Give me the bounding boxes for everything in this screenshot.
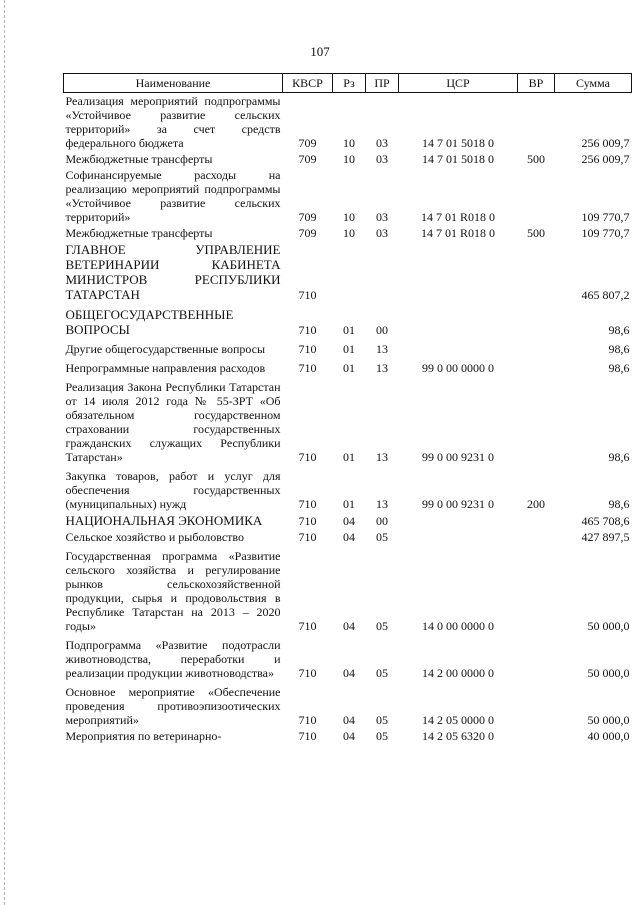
row-kvsr: 710 [298,514,317,528]
row-vr [518,545,555,634]
row-pr: 05 [376,729,388,743]
header-sum: Сумма [555,74,632,93]
row-rz: 04 [343,666,355,680]
row-name: Сельское хозяйство и рыболовство [65,530,245,544]
row-csr: 14 2 05 0000 0 [422,713,494,727]
table-row [64,545,632,634]
row-pr: 00 [376,323,388,337]
row-vr: 200 [527,497,545,511]
row-kvsr: 710 [298,361,317,375]
row-kvsr: 710 [298,497,317,511]
row-csr [399,303,518,338]
row-kvsr: 710 [298,713,317,727]
row-csr: 14 7 01 5018 0 [422,152,494,166]
row-pr: 13 [376,361,388,375]
row-name: Государственная программа «Развитие сельского хозяйства и регулирование рынков сельскохозяйственной продукции, сырья и продовольствия в Республике Татарстан на 2013 – 2020 годы» [65,549,281,633]
row-vr [518,728,555,744]
row-name: Подпрограмма «Развитие подотрасли животноводства, переработки и реализации продукции животноводства» [65,638,281,680]
row-name: Непрограммные направления расходов [65,361,266,375]
row-sum: 50 000,0 [587,619,630,633]
row-sum: 50 000,0 [587,713,630,727]
row-rz: 01 [343,361,355,375]
row-name: Другие общегосударственные вопросы [65,342,266,356]
row-pr: 05 [376,713,388,727]
table-row [64,151,632,167]
row-vr [518,681,555,728]
page-number: 107 [310,44,330,59]
row-sum: 50 000,0 [587,666,630,680]
row-pr [366,241,399,303]
header-csr: ЦСР [399,74,518,93]
row-kvsr: 710 [298,342,317,356]
row-rz: 04 [343,530,355,544]
table-row [64,303,632,338]
table-row [64,357,632,376]
row-kvsr: 709 [298,210,317,224]
row-vr: 500 [527,226,545,240]
row-name: Межбюджетные трансферты [65,226,213,240]
row-kvsr: 710 [298,288,317,302]
row-vr [518,376,555,465]
row-pr: 03 [376,226,388,240]
row-csr: 14 7 01 R018 0 [420,226,495,240]
row-kvsr: 710 [298,530,317,544]
row-kvsr: 710 [298,619,317,633]
row-csr: 14 7 01 5018 0 [422,136,494,150]
row-rz [333,241,366,303]
row-rz: 04 [343,619,355,633]
row-rz: 10 [343,152,355,166]
table-row [64,241,632,303]
row-rz: 10 [343,136,355,150]
table-row [64,512,632,529]
row-sum: 40 000,0 [587,729,630,743]
row-kvsr: 709 [298,226,317,240]
table-row [64,225,632,241]
row-csr: 14 2 00 0000 0 [422,666,494,680]
row-pr: 03 [376,210,388,224]
header-pr: ПР [366,74,399,93]
row-sum: 98,6 [608,361,630,375]
row-csr [399,241,518,303]
budget-table [63,73,632,744]
table-header-row [64,74,632,93]
row-csr: 99 0 00 0000 0 [422,361,494,375]
row-vr [518,303,555,338]
row-vr [518,93,555,152]
row-kvsr: 710 [298,450,317,464]
row-csr: 14 7 01 R018 0 [420,210,495,224]
row-rz: 04 [343,729,355,743]
row-pr: 13 [376,342,388,356]
row-pr: 03 [376,136,388,150]
row-sum: 98,6 [608,342,630,356]
row-pr: 00 [376,514,388,528]
row-vr [518,357,555,376]
row-vr [518,241,555,303]
row-pr: 13 [376,497,388,511]
row-name: ГЛАВНОЕ УПРАВЛЕНИЕ ВЕТЕРИНАРИИ КАБИНЕТА МИНИСТРОВ РЕСПУБЛИКИ ТАТАРСТАН [65,242,281,302]
header-kvsr: КВСР [283,74,333,93]
row-sum: 256 009,7 [581,136,630,150]
row-csr: 14 0 00 0000 0 [422,619,494,633]
row-vr [518,512,555,529]
row-rz: 01 [343,450,355,464]
row-pr: 03 [376,152,388,166]
row-name: Закупка товаров, работ и услуг для обеспечения государственных (муниципальных) нужд [65,469,281,511]
row-csr: 99 0 00 9231 0 [422,450,494,464]
page-edge-line [4,0,5,905]
row-sum: 98,6 [608,497,630,511]
row-sum: 465 807,2 [581,288,630,302]
table-row [64,634,632,681]
row-kvsr: 710 [298,729,317,743]
row-csr: 14 2 05 6320 0 [422,729,494,743]
row-vr [518,529,555,545]
row-pr: 13 [376,450,388,464]
row-kvsr: 710 [298,666,317,680]
table-row [64,338,632,357]
row-name: Реализация мероприятий подпрограммы «Устойчивое развитие сельских территорий» за счет средств федерального бюджета [65,94,281,150]
row-name: Межбюджетные трансферты [65,152,213,166]
row-sum: 256 009,7 [581,152,630,166]
row-pr: 05 [376,619,388,633]
header-rz: Рз [333,74,366,93]
row-sum: 98,6 [608,323,630,337]
row-name: НАЦИОНАЛЬНАЯ ЭКОНОМИКА [65,513,263,528]
row-vr [518,634,555,681]
table-row [64,93,632,152]
row-vr [518,167,555,225]
row-sum: 465 708,6 [581,514,630,528]
row-rz: 10 [343,226,355,240]
row-csr [399,338,518,357]
row-sum: 427 897,5 [581,530,630,544]
row-kvsr: 709 [298,152,317,166]
row-pr: 05 [376,530,388,544]
header-name: Наименование [64,74,283,93]
row-sum: 109 770,7 [581,226,630,240]
row-csr: 99 0 00 9231 0 [422,497,494,511]
row-rz: 01 [343,323,355,337]
row-csr [399,512,518,529]
row-sum: 98,6 [608,450,630,464]
table-row [64,529,632,545]
table-row [64,167,632,225]
table-row [64,465,632,512]
table-row [64,728,632,744]
row-csr [399,529,518,545]
row-name: Основное мероприятие «Обеспечение проведения противоэпизоотических мероприятий» [65,685,281,727]
row-rz: 04 [343,713,355,727]
row-name: Реализация Закона Республики Татарстан от 14 июля 2012 года № 55-ЗРТ «Об обязательном государственном страховании государственных гражданских служащих Республики Татарстан» [65,380,281,464]
row-vr [518,338,555,357]
row-name: Софинансируемые расходы на реализацию мероприятий подпрограммы «Устойчивое развитие сельских территорий» [65,168,281,224]
row-rz: 01 [343,497,355,511]
row-rz: 04 [343,514,355,528]
row-name: ОБЩЕГОСУДАРСТВЕННЫЕ ВОПРОСЫ [65,307,234,337]
row-name: Мероприятия по ветеринарно- [65,729,222,743]
table-row [64,681,632,728]
row-rz: 01 [343,342,355,356]
row-kvsr: 710 [298,323,317,337]
row-vr: 500 [527,152,545,166]
row-sum: 109 770,7 [581,210,630,224]
table-row [64,376,632,465]
row-kvsr: 709 [298,136,317,150]
header-vr: ВР [518,74,555,93]
row-pr: 05 [376,666,388,680]
row-rz: 10 [343,210,355,224]
